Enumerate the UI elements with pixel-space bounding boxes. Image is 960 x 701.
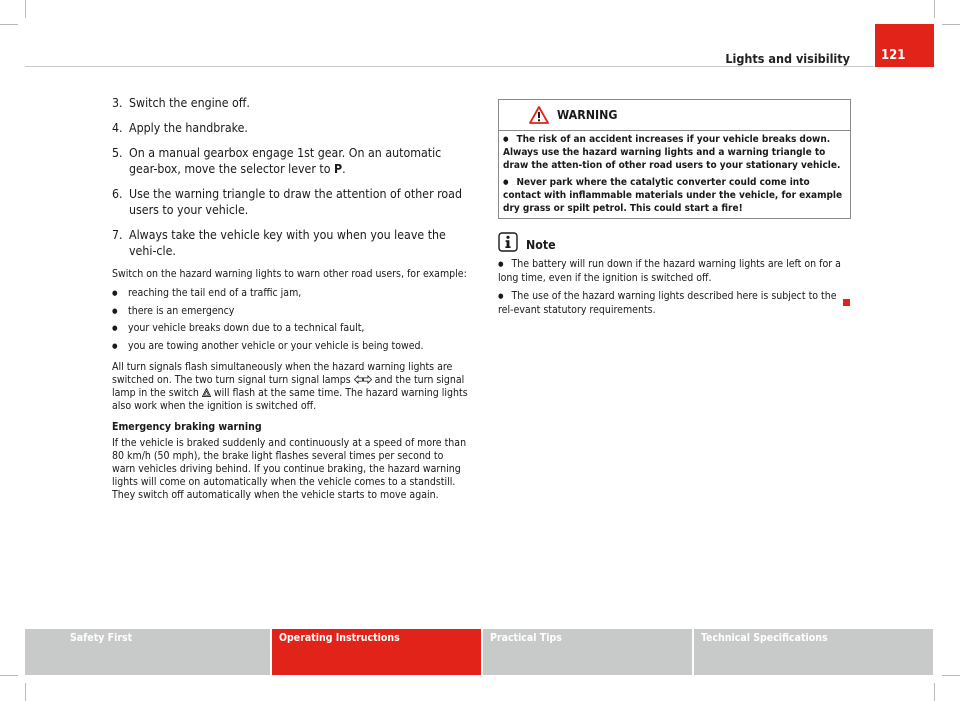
note-text: The use of the hazard warning lights described here is subject to the rel-evant statutory requirements. (498, 290, 837, 316)
note-item (498, 290, 854, 317)
warning-header (499, 100, 850, 131)
crop-mark (942, 24, 960, 25)
step-item (112, 120, 468, 136)
warning-label: WARNING (557, 108, 618, 122)
turn-signal-right-icon (363, 375, 372, 384)
warning-triangle-icon (529, 106, 549, 124)
warning-text: The risk of an accident increases if your vehicle breaks down. Always use the hazard warning lights and a warning triangle to draw the atten-tion of other road users to your stationary vehicle. (503, 134, 841, 171)
step-text: Always take the vehicle key with you when you leave the vehi-cle. (129, 228, 446, 258)
crop-mark (25, 683, 26, 701)
example-list (112, 287, 468, 353)
note-text: The battery will run down if the hazard warning lights are left on for a long time, even if the ignition is switched off. (498, 258, 841, 284)
running-header-title: Lights and visibility (725, 51, 850, 66)
intro-text: Switch on the hazard warning lights to warn other road users, for example: (112, 268, 467, 280)
note-header (498, 232, 854, 252)
tab-operating-instructions[interactable]: Operating Instructions (272, 629, 481, 675)
info-note-icon (498, 232, 518, 252)
step-number: 4. (112, 121, 123, 135)
crop-mark (25, 0, 26, 18)
page-number: 121 (875, 24, 934, 67)
warning-box (498, 99, 851, 219)
crop-mark (934, 683, 935, 701)
step-text: Apply the handbrake. (129, 121, 248, 135)
step-number: 5. (112, 146, 123, 160)
warning-text: Never park where the catalytic converter could come into contact with inflammable materials under the vehicle, for example dry grass or spilt petrol. This could start a fire! (503, 177, 843, 214)
bullet-icon: ● (498, 292, 504, 300)
hazard-switch-icon (202, 388, 211, 397)
turn-signal-paragraph (112, 361, 468, 413)
paragraph-text: and the turn signal lamp in the switch (112, 373, 465, 399)
step-item (112, 186, 468, 218)
step-item (112, 145, 468, 177)
step-item (112, 227, 468, 259)
tab-practical-tips[interactable]: Practical Tips (483, 629, 692, 675)
list-item: ● there is an emergency (112, 305, 468, 318)
step-text: On a manual gearbox engage 1st gear. On an automatic gear-box, move the selector lever to (129, 146, 442, 176)
paragraph-text: will flash at the same time. The hazard warning lights also work when the ignition is switched off. (112, 386, 468, 412)
step-text: . (342, 162, 346, 176)
turn-signal-left-icon (354, 375, 363, 384)
section-heading: Emergency braking warning (112, 420, 262, 433)
emergency-braking-paragraph: If the vehicle is braked suddenly and continuously at a speed of more than 80 km/h (50 mph), the brake light flashes several times per second to warn vehicles driving behind. If you continue braking, the hazard warning lights will come on automatically when the vehicle comes to a standstill. They switch off automatically when the vehicle starts to move again. (112, 436, 467, 501)
warning-body (499, 131, 850, 216)
list-item: ● you are towing another vehicle or your vehicle is being towed. (112, 340, 468, 353)
crop-mark (0, 24, 18, 25)
crop-mark (0, 675, 18, 676)
section-end-marker (843, 299, 850, 306)
crop-mark (942, 675, 960, 676)
note-section (498, 232, 854, 322)
crop-mark (934, 0, 935, 18)
tab-safety-first[interactable]: Safety First (25, 629, 270, 675)
step-list (112, 95, 468, 259)
bullet-icon: ● (503, 135, 509, 143)
step-text: Switch the engine off. (129, 96, 250, 110)
bullet-icon: ● (503, 178, 509, 187)
list-item: ● reaching the tail end of a traffic jam, (112, 287, 468, 300)
paragraph-text: All turn signals flash simultaneously when the hazard warning lights are switched on. The two turn signal turn signal lamps (112, 360, 453, 386)
note-label: Note (526, 238, 556, 252)
tab-technical-specifications[interactable]: Technical Specifications (694, 629, 933, 675)
left-column (112, 95, 468, 510)
header-rule (25, 66, 874, 67)
bullet-icon: ● (498, 260, 504, 268)
step-item (112, 95, 468, 111)
warning-item (503, 177, 844, 215)
step-number: 7. (112, 228, 123, 242)
warning-item (503, 134, 844, 172)
step-number: 6. (112, 187, 123, 201)
note-item (498, 258, 854, 285)
selector-position: P (334, 162, 343, 176)
chapter-tabs (25, 629, 935, 675)
step-number: 3. (112, 96, 123, 110)
list-item: ● your vehicle breaks down due to a technical fault, (112, 322, 468, 335)
step-text: Use the warning triangle to draw the attention of other road users to your vehicle. (129, 187, 462, 217)
